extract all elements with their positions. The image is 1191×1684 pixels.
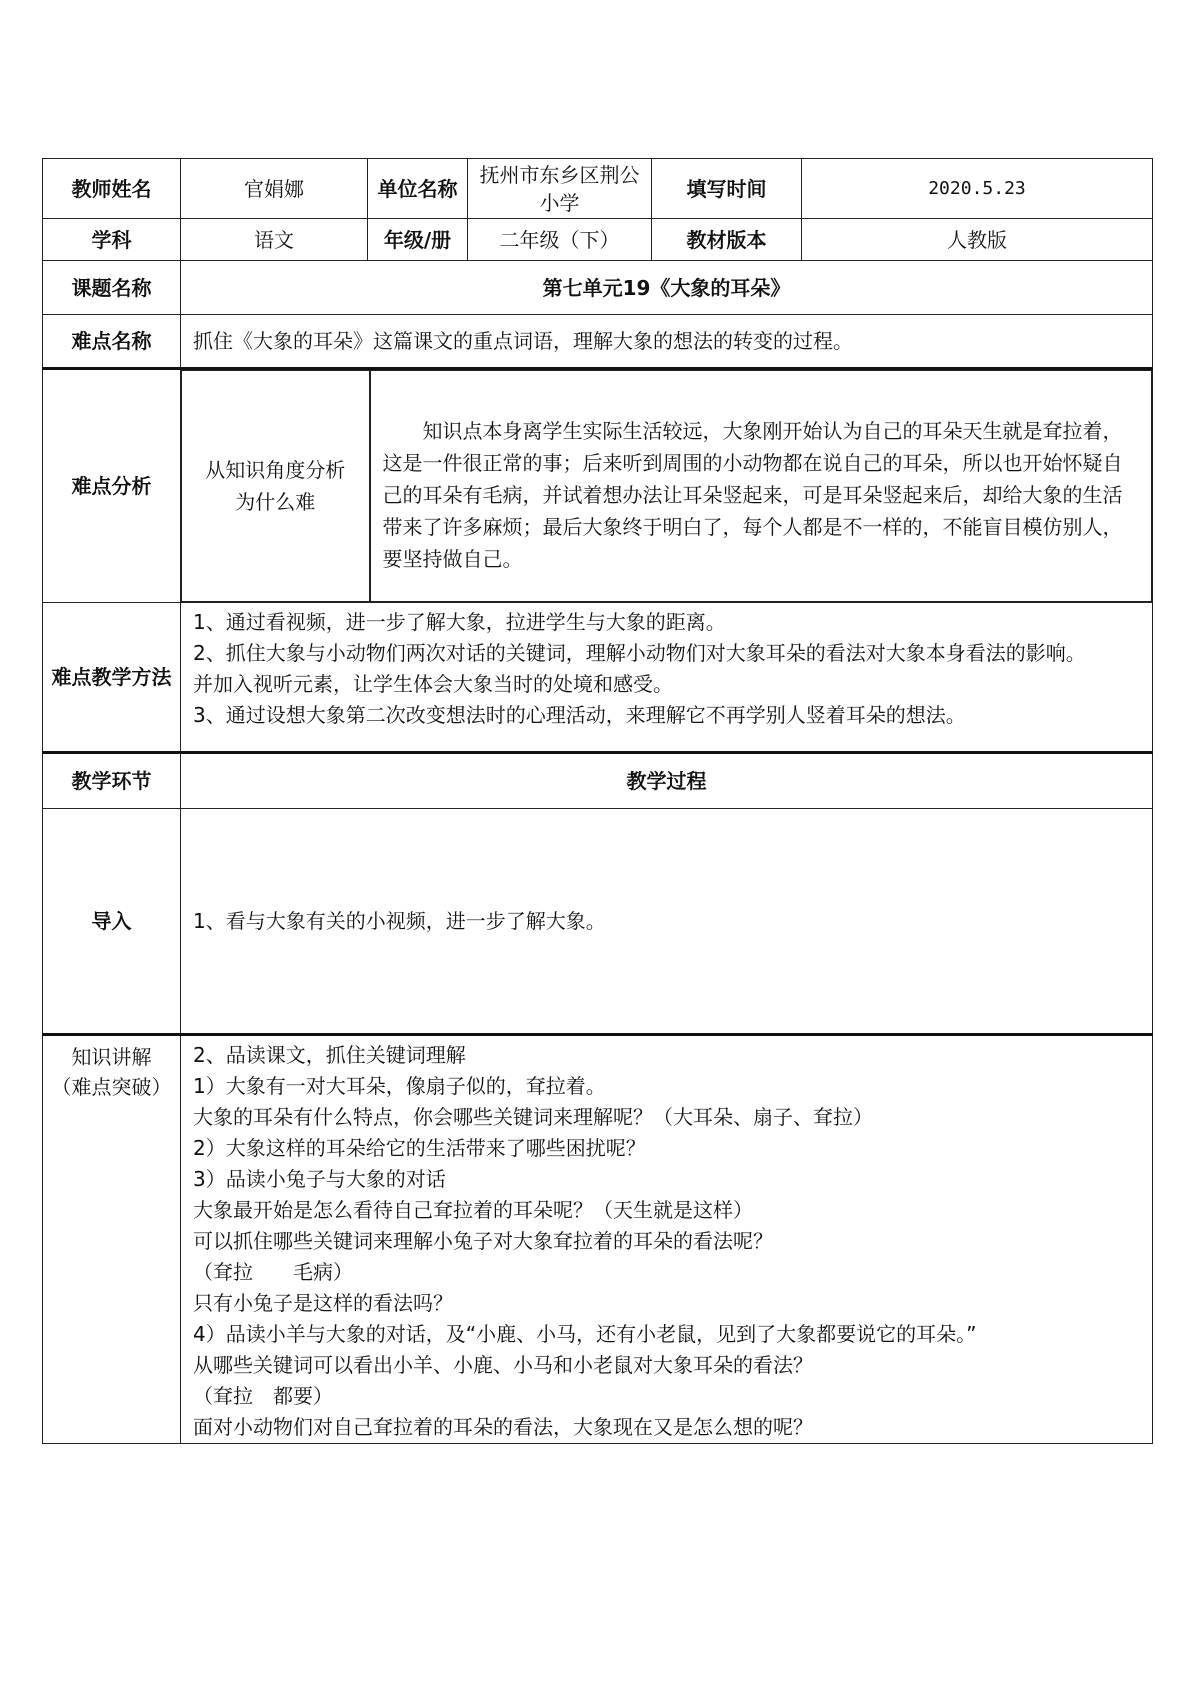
lesson-title-value: 第七单元19《大象的耳朵》 bbox=[181, 261, 1153, 315]
difficulty-value: 抓住《大象的耳朵》这篇课文的重点词语，理解大象的想法的转变的过程。 bbox=[181, 315, 1153, 369]
method-row bbox=[43, 603, 1153, 753]
lesson-title-label: 课题名称 bbox=[43, 261, 181, 315]
lecture-line-1: 2、品读课文，抓住关键词理解 bbox=[193, 1043, 466, 1067]
analysis-row bbox=[43, 369, 1153, 603]
lecture-line-4: 2）大象这样的耳朵给它的生活带来了哪些困扰呢？ bbox=[193, 1136, 646, 1160]
unit-name-value: 抚州市东乡区荆公小学 bbox=[468, 159, 652, 219]
process-header-row bbox=[43, 753, 1153, 809]
lecture-line-5: 3）品读小兔子与大象的对话 bbox=[193, 1167, 446, 1191]
analysis-nested-table bbox=[181, 370, 1152, 602]
process-label: 教学过程 bbox=[181, 753, 1153, 809]
fill-date-label: 填写时间 bbox=[652, 159, 802, 219]
method-line-1: 1、通过看视频，进一步了解大象，拉进学生与大象的距离。 bbox=[193, 610, 726, 634]
method-content bbox=[181, 603, 1153, 753]
grade-value: 二年级（下） bbox=[468, 219, 652, 261]
lecture-line-3: 大象的耳朵有什么特点，你会哪些关键词来理解呢？（大耳朵、扇子、耷拉） bbox=[193, 1105, 873, 1129]
analysis-cell bbox=[181, 369, 1153, 603]
unit-name-label: 单位名称 bbox=[368, 159, 468, 219]
subject-row bbox=[43, 219, 1153, 261]
lecture-line-7: 可以抓住哪些关键词来理解小兔子对大象耷拉着的耳朵的看法呢？ bbox=[193, 1229, 773, 1253]
teacher-row bbox=[43, 159, 1153, 219]
intro-label: 导入 bbox=[43, 809, 181, 1035]
teacher-name-label: 教师姓名 bbox=[43, 159, 181, 219]
stage-label: 教学环节 bbox=[43, 753, 181, 809]
difficulty-label: 难点名称 bbox=[43, 315, 181, 369]
lesson-title-row bbox=[43, 261, 1153, 315]
analysis-angle: 从知识角度分析为什么难 bbox=[182, 371, 370, 602]
analysis-label: 难点分析 bbox=[43, 369, 181, 603]
grade-label: 年级/册 bbox=[368, 219, 468, 261]
lesson-plan-table bbox=[42, 158, 1153, 1444]
lecture-line-8: （耷拉 毛病） bbox=[193, 1260, 353, 1284]
lecture-line-10: 4）品读小羊与大象的对话，及“小鹿、小马，还有小老鼠，见到了大象都要说它的耳朵。” bbox=[193, 1322, 977, 1346]
lecture-label-line-2: （难点突破） bbox=[51, 1075, 172, 1099]
lecture-label-line-1: 知识讲解 bbox=[71, 1045, 152, 1069]
analysis-text: 知识点本身离学生实际生活较远，大象刚开始认为自己的耳朵天生就是耷拉着，这是一件很正常的事；后来听到周围的小动物都在说自己的耳朵，所以也开始怀疑自己的耳朵有毛病，并试着想办法让耳朵竖起来，可是耳朵竖起来后，却给大象的生活带来了许多麻烦；最后大象终于明白了，每个人都是不一样的，不能盲目模仿别人，要坚持做自己。 bbox=[382, 419, 1123, 571]
difficulty-row bbox=[43, 315, 1153, 369]
lecture-line-2: 1）大象有一对大耳朵，像扇子似的，耷拉着。 bbox=[193, 1074, 606, 1098]
lecture-label bbox=[43, 1035, 181, 1444]
method-label: 难点教学方法 bbox=[43, 603, 181, 753]
lecture-row bbox=[43, 1035, 1153, 1444]
intro-text: 1、看与大象有关的小视频，进一步了解大象。 bbox=[181, 809, 1153, 1035]
method-line-2: 2、抓住大象与小动物们两次对话的关键词，理解小动物们对大象耳朵的看法对大象本身看法的影响。 bbox=[193, 641, 1086, 665]
lesson-plan-sheet bbox=[42, 158, 1152, 1444]
fill-date-value: 2020.5.23 bbox=[802, 159, 1153, 219]
lecture-line-6: 大象最开始是怎么看待自己耷拉着的耳朵呢？（天生就是这样） bbox=[193, 1198, 753, 1222]
method-line-4: 3、通过设想大象第二次改变想法时的心理活动，来理解它不再学别人竖着耳朵的想法。 bbox=[193, 703, 966, 727]
lecture-content bbox=[181, 1035, 1153, 1444]
subject-label: 学科 bbox=[43, 219, 181, 261]
subject-value: 语文 bbox=[181, 219, 368, 261]
lecture-line-13: 面对小动物们对自己耷拉着的耳朵的看法，大象现在又是怎么想的呢？ bbox=[193, 1415, 813, 1439]
edition-label: 教材版本 bbox=[652, 219, 802, 261]
method-line-3: 并加入视听元素，让学生体会大象当时的处境和感受。 bbox=[193, 672, 673, 696]
edition-value: 人教版 bbox=[802, 219, 1153, 261]
intro-row bbox=[43, 809, 1153, 1035]
teacher-name-value: 官娟娜 bbox=[181, 159, 368, 219]
lecture-line-12: （耷拉 都要） bbox=[193, 1384, 333, 1408]
lecture-line-11: 从哪些关键词可以看出小羊、小鹿、小马和小老鼠对大象耳朵的看法？ bbox=[193, 1353, 813, 1377]
analysis-text-cell bbox=[370, 371, 1152, 602]
lecture-line-9: 只有小兔子是这样的看法吗？ bbox=[193, 1291, 453, 1315]
